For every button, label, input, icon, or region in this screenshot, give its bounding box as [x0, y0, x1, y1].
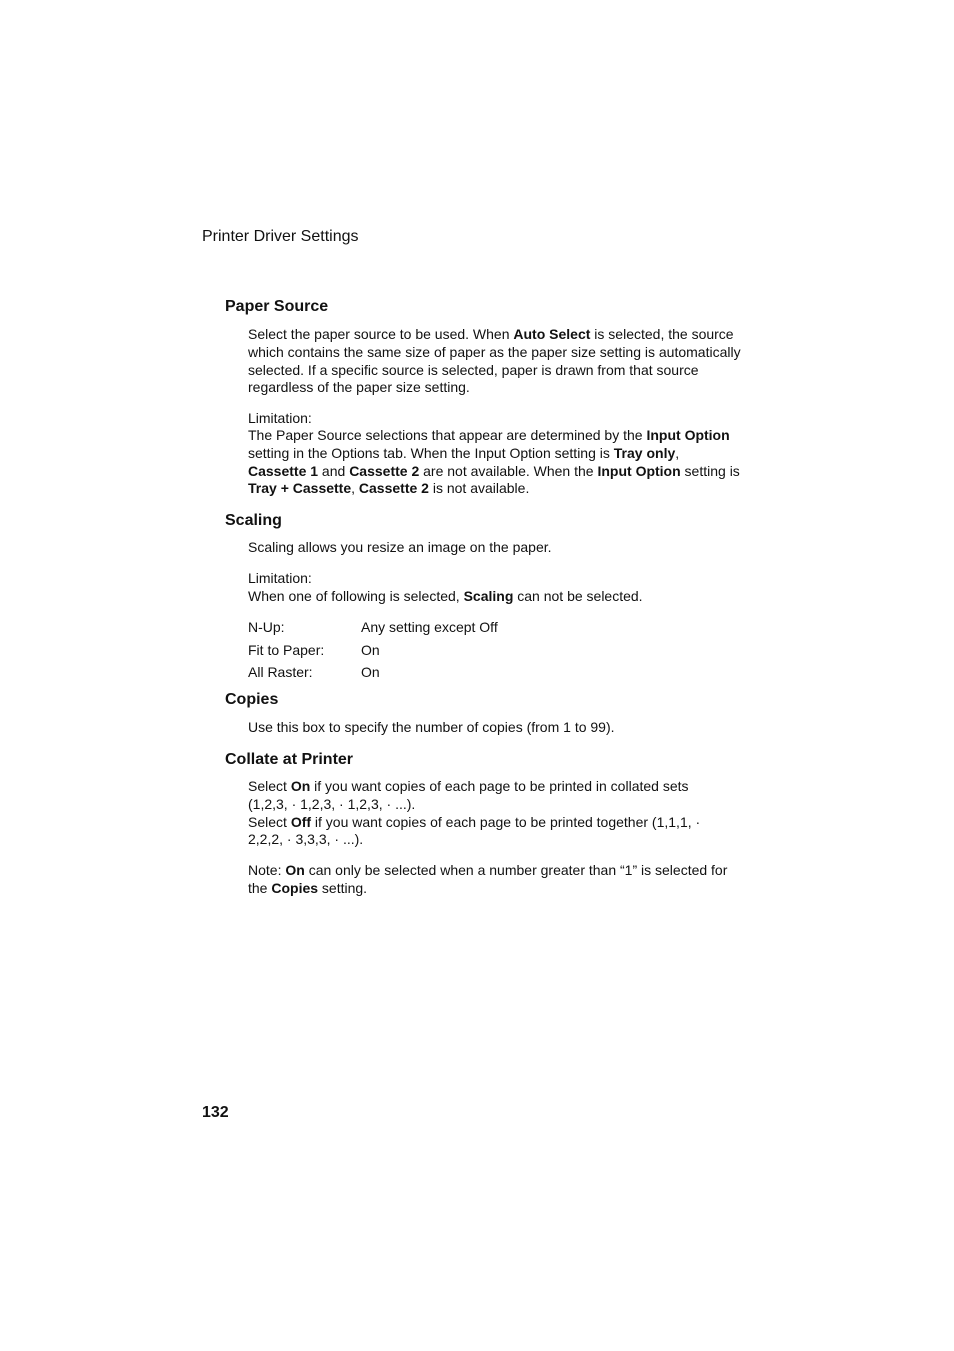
section-title-scaling: Scaling [225, 512, 282, 529]
section-title-collate: Collate at Printer [225, 751, 354, 768]
section-title-copies: Copies [225, 691, 279, 708]
collate-description: Select On if you want copies of each page to be printed in collated sets (1,2,3, · 1,2,3, · 1,2,3, · ...). Select Off if you want copies of each page to be printed together (1,1,1, · 2,2,2, · 3,3,3, · ...). [248, 778, 701, 848]
term-auto-select: Auto Select [513, 326, 591, 342]
scaling-row-all-raster: All Raster: On [248, 664, 380, 680]
paper-source-limitation: The Paper Source selections that appear are determined by the Input Option setting in the Options tab. When the Input Option setting is Tray only, Cassette 1 and Cassette 2 are not available. When the Input Option setting is Tray + Cassette, Cassette 2 is not available. [248, 427, 740, 497]
scaling-row-fit-to-paper: Fit to Paper: On [248, 642, 380, 658]
scaling-row-n-up: N-Up: Any setting except Off [248, 619, 498, 635]
scaling-limitation-label: Limitation: [248, 570, 312, 586]
scaling-description: Scaling allows you resize an image on the paper. [248, 539, 552, 555]
section-title-paper-source: Paper Source [225, 298, 329, 315]
copies-description: Use this box to specify the number of copies (from 1 to 99). [248, 719, 615, 735]
running-head: Printer Driver Settings [202, 228, 359, 245]
collate-note: Note: On can only be selected when a number greater than “1” is selected for the Copies setting. [248, 862, 728, 896]
paper-source-description: Select the paper source to be used. When Auto Select is selected, the source which contains the same size of paper as the paper size setting is automatically selected. If a specific source is selected, paper is drawn from that source regardless of the paper size setting. [248, 326, 741, 396]
paper-source-limitation-label: Limitation: [248, 410, 312, 426]
page-number: 132 [202, 1104, 229, 1121]
scaling-limitation: When one of following is selected, Scaling can not be selected. [248, 588, 643, 604]
